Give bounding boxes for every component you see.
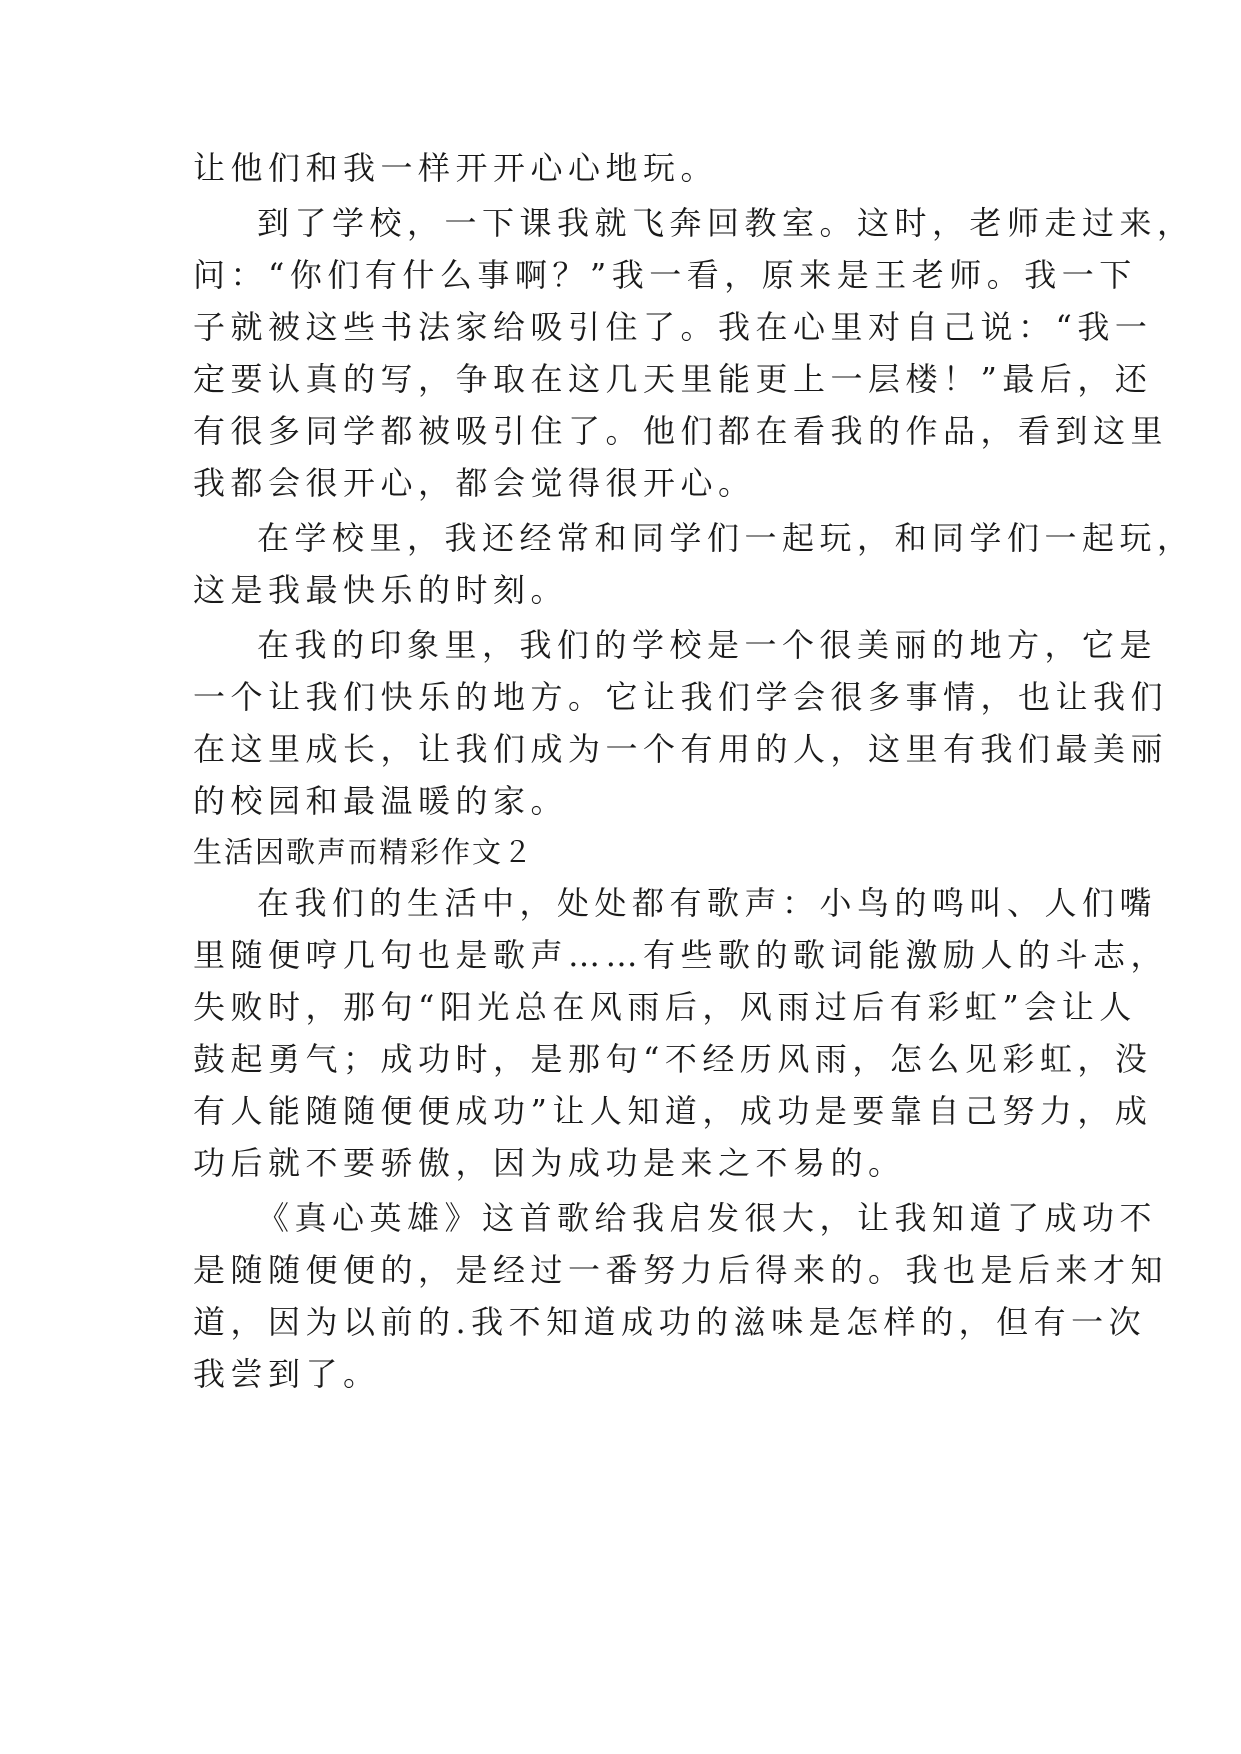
text-line: 失败时，那句“阳光总在风雨后，风雨过后有彩虹”会让人	[193, 988, 1137, 1026]
paragraph-first-line: 在我的印象里，我们的学校是一个很美丽的地方，它是	[257, 626, 1158, 664]
text-line: 里随便哼几句也是歌声……有些歌的歌词能激励人的斗志，	[193, 936, 1169, 974]
text-line: 定要认真的写，争取在这几天里能更上一层楼！”最后，还	[193, 360, 1153, 398]
text-line: 一个让我们快乐的地方。它让我们学会很多事情，也让我们	[193, 678, 1169, 716]
text-line: 功后就不要骄傲，因为成功是来之不易的。	[193, 1144, 906, 1182]
paragraph-first-line: 在我们的生活中，处处都有歌声：小鸟的鸣叫、人们嘴	[257, 884, 1158, 922]
section-heading: 生活因歌声而精彩作文２	[193, 835, 535, 869]
paragraph-first-line: 到了学校，一下课我就飞奔回教室。这时，老师走过来，	[257, 204, 1195, 242]
paragraph-first-line: 《真心英雄》这首歌给我启发很大，让我知道了成功不	[257, 1199, 1158, 1237]
text-line: 让他们和我一样开开心心地玩。	[193, 149, 719, 187]
text-line: 是随随便便的，是经过一番努力后得来的。我也是后来才知	[193, 1251, 1169, 1289]
text-line: 我都会很开心，都会觉得很开心。	[193, 464, 756, 502]
text-line: 道，因为以前的.我不知道成功的滋味是怎样的，但有一次	[193, 1303, 1147, 1341]
paragraph-first-line: 在学校里，我还经常和同学们一起玩，和同学们一起玩，	[257, 519, 1195, 557]
text-line: 在这里成长，让我们成为一个有用的人，这里有我们最美丽	[193, 730, 1169, 768]
text-line: 鼓起勇气；成功时，是那句“不经历风雨，怎么见彩虹，没	[193, 1040, 1153, 1078]
text-line: 我尝到了。	[193, 1355, 381, 1393]
text-line: 这是我最快乐的时刻。	[193, 571, 569, 609]
text-line: 子就被这些书法家给吸引住了。我在心里对自己说：“我一	[193, 308, 1153, 346]
text-line: 有人能随随便便成功”让人知道，成功是要靠自己努力，成	[193, 1092, 1153, 1130]
text-line: 问：“你们有什么事啊？”我一看，原来是王老师。我一下	[193, 256, 1137, 294]
text-line: 有很多同学都被吸引住了。他们都在看我的作品，看到这里	[193, 412, 1169, 450]
text-line: 的校园和最温暖的家。	[193, 782, 569, 820]
